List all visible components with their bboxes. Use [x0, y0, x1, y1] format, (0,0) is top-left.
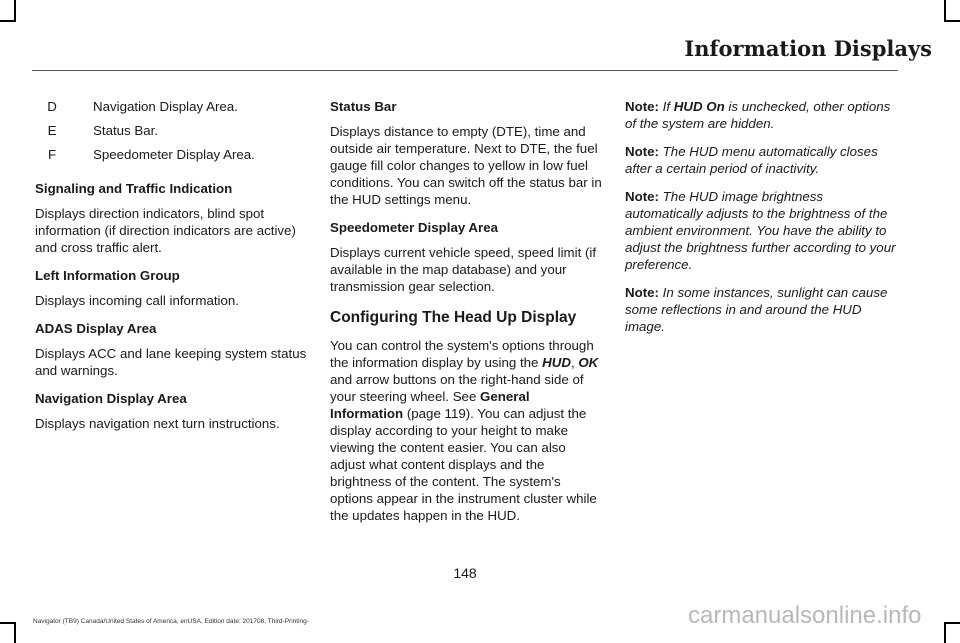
config-text [330, 337, 602, 524]
signaling-text: Displays direction indicators, blind spot information (if direction indicators are active) and cross traffic alert. [35, 206, 296, 255]
watermark: carmanualsonline.info [688, 602, 922, 629]
hud-button-ref: HUD [542, 355, 571, 370]
note-label: Note: [625, 144, 659, 159]
speedometer-heading: Speedometer Display Area [330, 220, 499, 235]
legend-key: E [47, 123, 57, 138]
signaling-heading: Signaling and Traffic Indication [35, 181, 233, 196]
legend-text: Navigation Display Area. [93, 99, 238, 114]
crop-mark-bottom-left-v [14, 622, 16, 643]
adas-text: Displays ACC and lane keeping system status and warnings. [35, 346, 307, 378]
legend-key: D [47, 99, 57, 114]
crop-mark-top-right-v [944, 0, 946, 22]
status-bar-heading: Status Bar [330, 99, 397, 114]
left-info-text: Displays incoming call information. [35, 293, 239, 308]
general-information-link[interactable]: General Information [330, 389, 530, 421]
page-title: Information Displays [684, 36, 932, 61]
column-right [625, 98, 897, 346]
note-label: Note: [625, 99, 659, 114]
note-text: If [658, 99, 674, 114]
note-sunlight [625, 284, 897, 335]
legend-text: Speedometer Display Area. [93, 147, 255, 162]
column-left [35, 98, 307, 443]
note-text: is unchecked, other options of the system are hidden. [625, 99, 891, 131]
crop-mark-top-left-v [14, 0, 16, 22]
config-heading: Configuring The Head Up Display [330, 309, 577, 326]
adas-heading: ADAS Display Area [35, 321, 157, 336]
crop-mark-bottom-right-v [944, 622, 946, 643]
crop-mark-top-right-h [944, 20, 960, 22]
legend-item-f [35, 146, 307, 163]
note-menu-closes [625, 143, 897, 177]
crop-mark-bottom-right-h [944, 622, 960, 624]
page-number: 148 [453, 565, 477, 581]
hud-on-ref: HUD On [673, 99, 725, 114]
header-rule [32, 70, 898, 71]
note-hud-on [625, 98, 897, 132]
edition-footer: Navigator (TB9) Canada/United States of America, enUSA, Edition date: 201708, Third-Printing- [33, 618, 309, 625]
crop-mark-top-left-h [0, 20, 14, 22]
ok-button-ref: OK [578, 355, 599, 370]
note-text: The HUD image brightness automatically adjusts to the brightness of the ambient environment. You have the ability to adjust the brightness further according to your preference. [625, 189, 896, 272]
nav-heading: Navigation Display Area [35, 391, 187, 406]
legend-item-e [35, 122, 307, 139]
note-label: Note: [625, 189, 659, 204]
legend-key: F [47, 147, 57, 162]
crop-mark-bottom-left-h [0, 622, 14, 624]
left-info-heading: Left Information Group [35, 268, 180, 283]
legend-item-d [35, 98, 307, 115]
note-text: The HUD menu automatically closes after a certain period of inactivity. [625, 144, 878, 176]
note-label: Note: [625, 285, 659, 300]
nav-text: Displays navigation next turn instructions. [35, 416, 280, 431]
speedometer-text: Displays current vehicle speed, speed limit (if available in the map database) and your transmission gear selection. [330, 245, 597, 294]
config-text-comma: , [570, 355, 579, 370]
config-text-part: (page 119). You can adjust the display according to your height to make viewing the content easier. You can also adjust what content displays and the brightness of the content. The system's options appear in the instrument cluster while the updates happen in the HUD. [330, 406, 597, 523]
column-middle [330, 98, 602, 535]
status-bar-text: Displays distance to empty (DTE), time and outside air temperature. Next to DTE, the fuel gauge fill color changes to yellow in low fuel conditions. You can switch off the status bar in the HUD settings menu. [330, 124, 602, 207]
legend-text: Status Bar. [93, 123, 159, 138]
config-text-part: You can control the system's options through the information display by using the [330, 338, 594, 370]
note-brightness [625, 188, 897, 273]
note-text: In some instances, sunlight can cause some reflections in and around the HUD image. [625, 285, 888, 334]
config-text-part: and arrow buttons on the right-hand side of your steering wheel. See [330, 372, 584, 404]
